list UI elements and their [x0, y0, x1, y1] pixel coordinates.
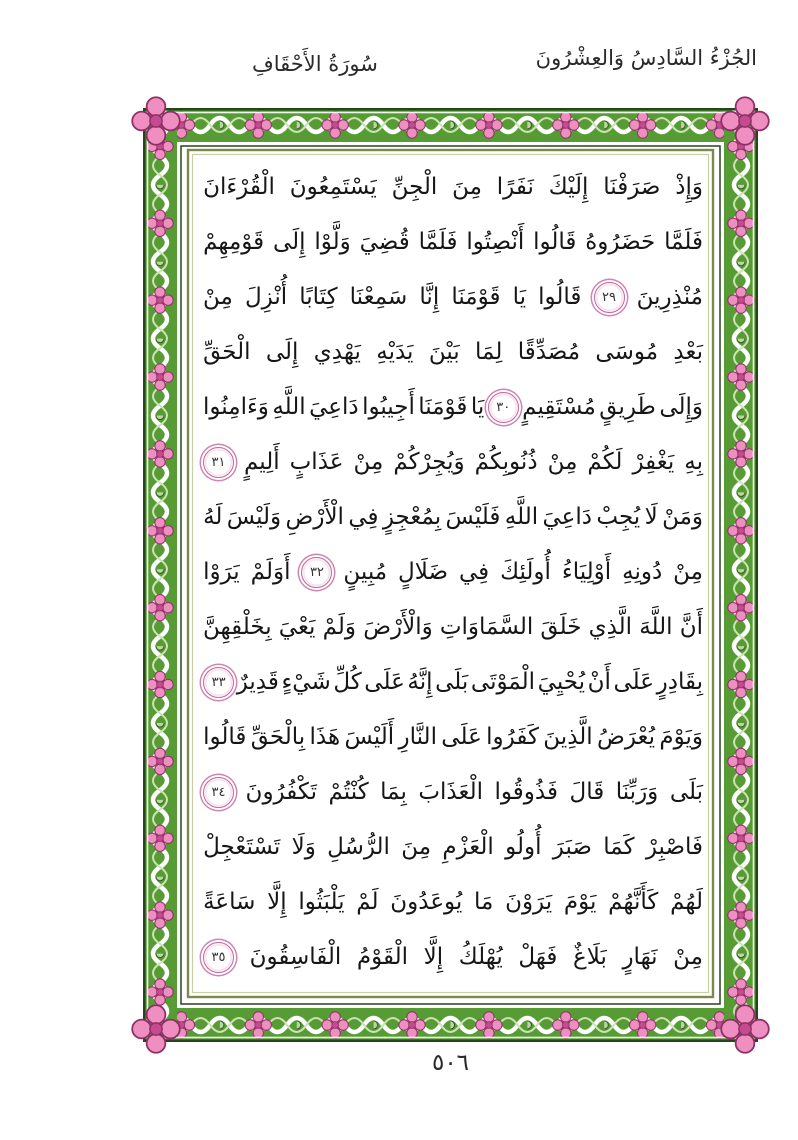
word: إِنَّا — [419, 284, 440, 310]
surah-title: سُورَةُ الأَحْقَافِ — [252, 52, 378, 76]
word: يُوعَدُونَ — [390, 889, 463, 915]
quran-line — [203, 325, 703, 380]
word: يُهْلَكُ — [458, 944, 503, 970]
word: فِي — [348, 504, 379, 530]
word: كَفَرُوا — [486, 724, 539, 750]
word: الْمَوْتَى — [470, 669, 536, 695]
word: فَلَمَّا — [664, 229, 703, 255]
verse-number: ٣٤ — [211, 785, 226, 800]
word: الْجِنِّ — [391, 174, 438, 200]
word: تَسْتَعْجِلْ — [203, 834, 281, 860]
word: بَيْنَ — [428, 339, 460, 365]
verse-end-marker — [203, 942, 234, 973]
word: الْحَقِّ — [203, 339, 251, 365]
word: اللَّهِ — [272, 394, 306, 420]
word: لَهُ — [203, 504, 223, 530]
quran-line — [203, 655, 703, 710]
word: إِلَيْكَ — [548, 174, 589, 200]
word: بَلَاغٌ — [573, 944, 607, 970]
word: نَفَرًا — [496, 174, 534, 200]
word: فَاصْبِرْ — [645, 834, 703, 860]
word: الَّذِينَ — [543, 724, 593, 750]
word: مِنْ — [353, 449, 384, 475]
word: مُنْذِرِينَ — [636, 284, 703, 310]
word: بَلَى — [435, 669, 469, 695]
word: مِنْ — [673, 944, 703, 970]
word: أَنَّ — [679, 614, 703, 640]
word: إِلَّا — [267, 889, 287, 915]
word: يَا — [470, 394, 485, 420]
word: صَرَفْنَا — [603, 174, 661, 200]
word: إِلَى — [273, 229, 306, 255]
verse-end-marker — [488, 392, 519, 423]
word: يَدَيْهِ — [376, 339, 414, 365]
word: وَإِذْ — [675, 174, 703, 200]
word: لَكُمْ — [587, 449, 623, 475]
word: دُونِهِ — [622, 559, 663, 585]
word: بِمُعْجِزٍ — [382, 504, 442, 530]
word: فَهَلْ — [518, 944, 558, 970]
word: يَوْمَ — [563, 889, 597, 915]
quran-line — [203, 820, 703, 875]
verse-number: ٣٠ — [496, 400, 511, 415]
word: وَلَّوْا — [314, 229, 351, 255]
word: كِتَابًا — [299, 284, 338, 310]
word: أَلِيمٍ — [244, 449, 280, 475]
word: مُوسَى — [595, 339, 659, 365]
word: اللَّهِ — [504, 504, 539, 530]
word: النَّارِ — [398, 724, 437, 750]
word: مُسْتَقِيمٍ — [522, 394, 596, 420]
word: أُولَئِكَ — [500, 559, 551, 585]
word: حَضَرُوهُ — [585, 229, 656, 255]
word: مَا — [474, 889, 494, 915]
quran-line — [203, 875, 703, 930]
word: الْعَذَابَ — [418, 779, 483, 805]
word: قَالُوا — [533, 229, 577, 255]
word: الرُّسُلِ — [327, 834, 390, 860]
word: وَلَا — [291, 834, 316, 860]
word: هَذَا — [309, 724, 341, 750]
word: الْقَوْمُ — [356, 944, 409, 970]
word: كُلِّ — [333, 669, 362, 695]
verse-end-marker — [594, 282, 625, 313]
page-number: ٥٠٦ — [431, 1050, 470, 1076]
word: وَيُجِرْكُمْ — [393, 449, 465, 475]
word: بِالْحَقِّ — [250, 724, 306, 750]
word: قَوْمَنَا — [418, 394, 468, 420]
word: أَنْصِتُوا — [466, 229, 525, 255]
word: مِنْ — [203, 284, 233, 310]
word: يَسْتَمِعُونَ — [289, 174, 377, 200]
word: عَلَى — [613, 669, 654, 695]
word: يَرَوْا — [203, 559, 240, 585]
word: وَلَيْسَ — [226, 504, 282, 530]
verse-number: ٣٣ — [211, 675, 226, 690]
word: صَبَرَ — [552, 834, 592, 860]
quran-line — [203, 710, 703, 765]
word: يَهْدِي — [313, 339, 361, 365]
word: عَلَى — [364, 669, 405, 695]
quran-text-area — [203, 160, 703, 988]
word: فَذُوقُوا — [494, 779, 558, 805]
word: مُبِينٍ — [343, 559, 388, 585]
verse-end-marker — [203, 667, 234, 698]
word: يَعْيَ — [278, 614, 316, 640]
word: بِخَلْقِهِنَّ — [203, 614, 272, 640]
quran-line — [203, 545, 703, 600]
word: ضَلَالٍ — [398, 559, 449, 585]
word: أُولُو — [505, 834, 542, 860]
quran-line — [203, 160, 703, 215]
word: الَّذِي — [588, 614, 633, 640]
word: السَّمَاوَاتِ — [439, 614, 534, 640]
word: شَيْءٍ — [281, 669, 331, 695]
word: مِنَ — [401, 834, 432, 860]
word: الْفَاسِقُونَ — [249, 944, 342, 970]
word: أَوْلِيَاءُ — [561, 559, 612, 585]
verse-number: ٣٥ — [211, 950, 226, 965]
quran-line — [203, 270, 703, 325]
word: وَيَوْمَ — [659, 724, 703, 750]
word: بِمَا — [380, 779, 407, 805]
word: قَالُوا — [203, 724, 247, 750]
word: يُعْرَضُ — [597, 724, 656, 750]
verse-number: ٣١ — [211, 455, 226, 470]
word: دَاعِيَ — [542, 504, 593, 530]
decorative-border-frame — [143, 108, 758, 1042]
word: أَنْ — [587, 669, 611, 695]
verse-end-marker — [203, 777, 234, 808]
word: عَذَابٍ — [289, 449, 344, 475]
word: لِمَا — [475, 339, 503, 365]
word: نَهَارٍ — [622, 944, 658, 970]
word: قُضِيَ — [359, 229, 410, 255]
word: فَلَمَّا — [418, 229, 458, 255]
word: قَالُوا — [538, 284, 582, 310]
word: عَلَى — [441, 724, 482, 750]
word: بَعْدِ — [673, 339, 703, 365]
word: تَكْفُرُونَ — [245, 779, 317, 805]
verse-number: ٢٩ — [602, 290, 617, 305]
verse-number: ٣٢ — [309, 565, 324, 580]
word: يَغْفِرْ — [632, 449, 675, 475]
word: إِنَّهُ — [407, 669, 433, 695]
word: مِنَ — [452, 174, 482, 200]
word: كَأَنَّهُمْ — [608, 889, 659, 915]
word: بِقَادِرٍ — [656, 669, 703, 695]
word: وَمَنْ — [662, 504, 703, 530]
word: طَرِيقٍ — [599, 394, 656, 420]
quran-line — [203, 765, 703, 820]
word: كُنْتُمْ — [328, 779, 369, 805]
quran-line — [203, 435, 703, 490]
word: وَالْأَرْضَ — [363, 614, 433, 640]
word: إِلَّا — [423, 944, 444, 970]
quran-line — [203, 380, 703, 435]
word: قَالَ — [569, 779, 605, 805]
word: بِهِ — [684, 449, 703, 475]
word: فِي — [458, 559, 490, 585]
word: يَا — [512, 284, 527, 310]
word: مِنْ — [673, 559, 703, 585]
word: ذُنُوبِكُمْ — [474, 449, 538, 475]
word: أَوَلَمْ — [250, 559, 291, 585]
word: قَدِيرٌ — [236, 669, 279, 695]
quran-line — [203, 930, 703, 985]
word: قَوْمَنَا — [451, 284, 501, 310]
quran-line — [203, 600, 703, 655]
word: وَرَبِّنَا — [615, 779, 659, 805]
word: الْأَرْضِ — [285, 504, 344, 530]
word: أَلَيْسَ — [344, 724, 395, 750]
word: قَوْمِهِمْ — [203, 229, 265, 255]
word: فَلَيْسَ — [445, 504, 501, 530]
word: الْقُرْءَانَ — [203, 174, 275, 200]
word: أَجِيبُوا — [362, 394, 415, 420]
word: إِلَى — [265, 339, 299, 365]
quran-line — [203, 215, 703, 270]
word: وَءَامِنُوا — [203, 394, 269, 420]
word: بَلَى — [669, 779, 703, 805]
word: يَرَوْنَ — [505, 889, 553, 915]
word: وَلَمْ — [322, 614, 357, 640]
word: خَلَقَ — [540, 614, 582, 640]
word: سَمِعْنَا — [349, 284, 408, 310]
word: مُصَدِّقًا — [517, 339, 581, 365]
word: يَلْبَثُوا — [298, 889, 345, 915]
juz-title: الجُزْءُ السَّادِسُ وَالعِشْرُونَ — [535, 46, 757, 70]
word: لَهُمْ — [670, 889, 703, 915]
word: وَإِلَى — [659, 394, 703, 420]
word: الْعَزْمِ — [442, 834, 494, 860]
word: سَاعَةً — [203, 889, 256, 915]
verse-end-marker — [203, 447, 234, 478]
word: يُحْيِيَ — [537, 669, 586, 695]
word: يُجِبْ — [596, 504, 641, 530]
word: لَا — [644, 504, 658, 530]
word: لَمْ — [356, 889, 379, 915]
verse-end-marker — [301, 557, 332, 588]
word: مِنْ — [547, 449, 578, 475]
word: كَمَا — [603, 834, 635, 860]
word: اللَّهَ — [639, 614, 673, 640]
quran-line — [203, 490, 703, 545]
word: دَاعِيَ — [309, 394, 359, 420]
word: أُنْزِلَ — [244, 284, 288, 310]
